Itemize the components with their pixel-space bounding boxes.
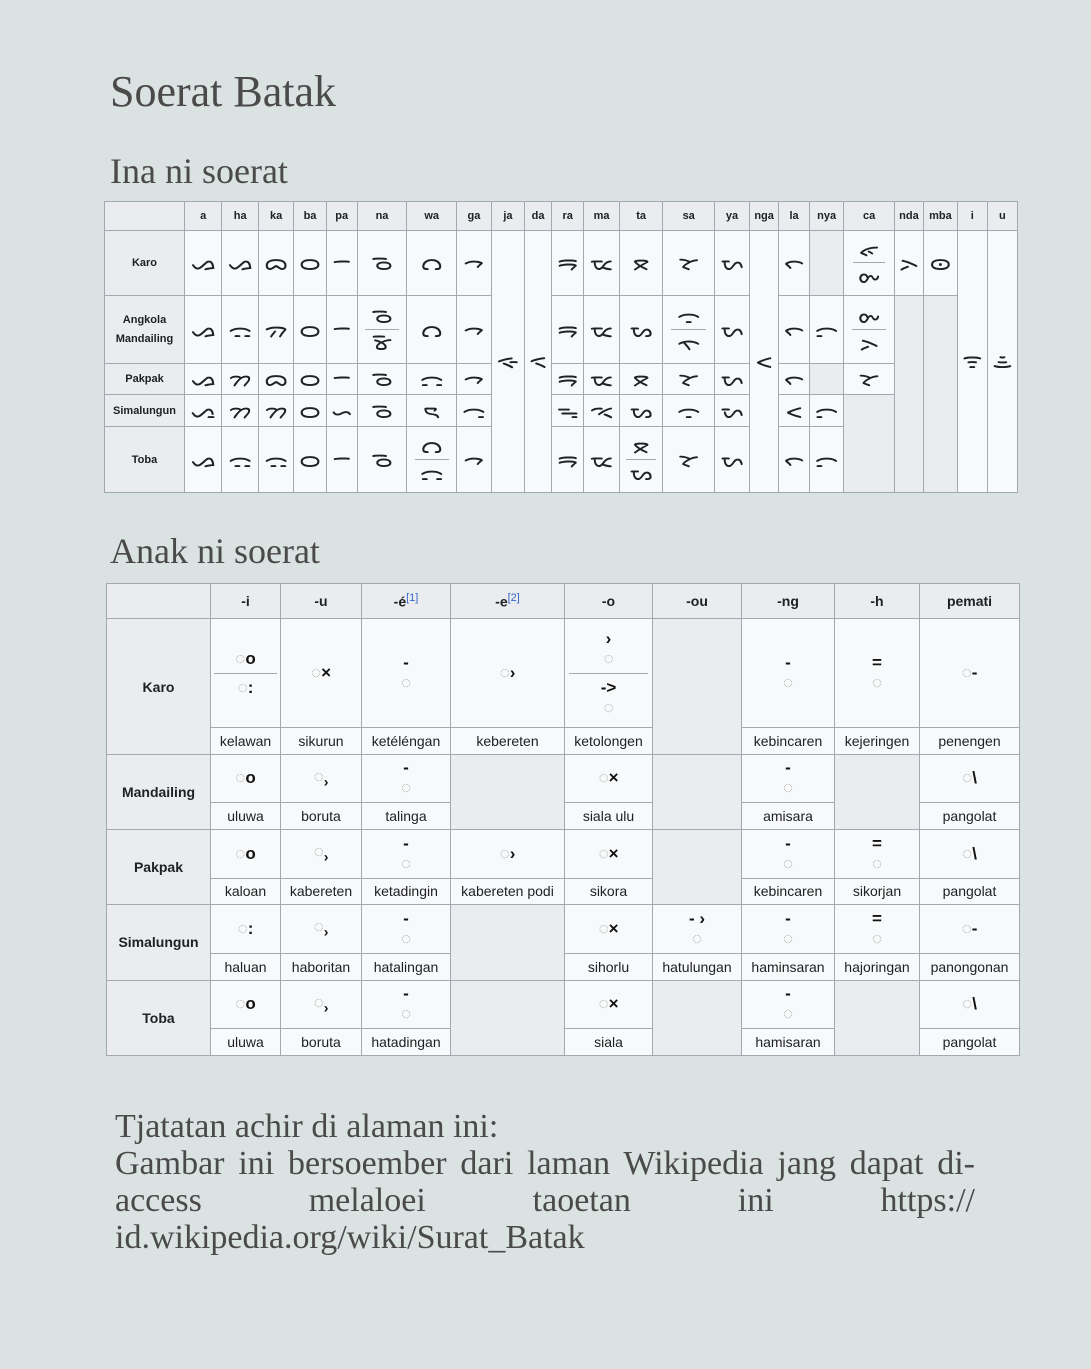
glyph-cell: ◌- xyxy=(920,619,1020,728)
glyph-cell: ᯁ xyxy=(185,394,222,427)
ina-row-simalungun xyxy=(105,394,1018,427)
glyph-cell: ◌› xyxy=(451,829,565,878)
anak-row-label: Pakpak xyxy=(107,829,211,904)
ina-col-ra: ra xyxy=(552,202,584,231)
glyph-cell: ◌› xyxy=(451,619,565,728)
ina-header-corner xyxy=(105,202,185,231)
sign-name: penengen xyxy=(920,728,1020,755)
glyph-cell: = ◌ xyxy=(835,619,920,728)
glyph-cell: ᯎ xyxy=(457,230,492,296)
sign-name: boruta xyxy=(281,1029,362,1056)
glyph-cell: ᯀ xyxy=(222,230,259,296)
anak-row-label: Karo xyxy=(107,619,211,754)
glyph-cell: ᯗ xyxy=(619,296,663,364)
footnote-ref[interactable]: [2] xyxy=(507,592,520,605)
sign-name: uluwa xyxy=(211,1029,281,1056)
ina-ni-soerat-table xyxy=(104,201,1018,493)
empty-cell xyxy=(835,754,920,829)
glyph-cell: - ◌ xyxy=(362,754,451,803)
glyph-cell: ᯓ xyxy=(552,394,584,427)
ina-row-label: Karo xyxy=(105,230,185,296)
glyph-cell: ᯉ xyxy=(357,394,407,427)
ina-row-angkola xyxy=(105,296,1018,364)
ina-col-ba: ba xyxy=(294,202,326,231)
section-heading-anak: Anak ni soerat xyxy=(110,531,320,571)
anak-row-label: Simalungun xyxy=(107,905,211,980)
glyph-cell: ᯂ xyxy=(222,363,259,394)
glyph-cell: ◌× xyxy=(565,754,653,803)
anak-col-h: -h xyxy=(835,584,920,619)
ina-row-pakpak xyxy=(105,363,1018,394)
sign-name: boruta xyxy=(281,803,362,830)
anak-header-row xyxy=(107,584,1020,619)
sign-name: ketadingin xyxy=(362,878,451,905)
anak-col-o: -o xyxy=(565,584,653,619)
sign-name: talinga xyxy=(362,803,451,830)
anak-col-ng: -ng xyxy=(742,584,835,619)
empty-cell xyxy=(653,980,742,1055)
glyph-cell-i: ᯤ xyxy=(957,230,987,492)
glyph-cell: ᯀ xyxy=(185,427,222,493)
sign-name: kejeringen xyxy=(835,728,920,755)
glyph-cell: ᯇ xyxy=(326,427,357,493)
glyph-cell: ◌× xyxy=(565,829,653,878)
ina-col-ga: ga xyxy=(457,202,492,231)
glyph-cell: ᯆ xyxy=(294,230,326,296)
glyph-cell: ᯉ xyxy=(357,230,407,296)
section-heading-ina: Ina ni soerat xyxy=(110,151,288,191)
sign-name: haluan xyxy=(211,954,281,981)
glyph-cell: ᯟ xyxy=(809,394,844,427)
glyph-cell: ᯞ xyxy=(779,296,810,364)
glyph-cell: - ◌ xyxy=(362,980,451,1029)
glyph-cell: ᯂ xyxy=(259,394,294,427)
ina-col-nya: nya xyxy=(809,202,844,231)
ina-row-label: Simalungun xyxy=(105,394,185,427)
page-title: Soerat Batak xyxy=(110,67,337,116)
empty-cell xyxy=(809,230,844,296)
glyph-cell: ᯃ xyxy=(222,427,259,493)
sign-name: siala xyxy=(565,1029,653,1056)
glyph-cell: ᯟ xyxy=(809,296,844,364)
glyph-cell: $◌_›$ xyxy=(281,980,362,1029)
sign-name: sikorjan xyxy=(835,878,920,905)
glyph-cell: - ◌ xyxy=(362,905,451,954)
glyph-cell: - ◌ xyxy=(742,905,835,954)
anak-col-e-acute: -é[1] xyxy=(362,584,451,619)
anak-col-ou: -ou xyxy=(653,584,742,619)
glyph-cell: ᯅ xyxy=(259,230,294,296)
glyph-cell: ᯆ xyxy=(294,427,326,493)
glyph-cell: ᯈ xyxy=(326,394,357,427)
footnote-ref[interactable]: [1] xyxy=(406,592,419,605)
glyph-cell: ᯖ xyxy=(619,363,663,394)
glyph-cell: ᯉ xyxy=(357,427,407,493)
glyph-cell-ketolongen: › ◌ -> ◌ xyxy=(565,619,653,728)
anak-row-mandailing-glyphs xyxy=(107,754,1020,803)
glyph-cell: ᯔ xyxy=(584,363,620,394)
glyph-cell: ᯒ xyxy=(552,427,584,493)
glyph-cell: ᯘ xyxy=(663,427,715,493)
glyph-cell: ◌× xyxy=(281,619,362,728)
ina-col-na: na xyxy=(357,202,407,231)
ina-col-ta: ta xyxy=(619,202,663,231)
glyph-cell: ᯋ xyxy=(407,296,457,364)
glyph-cell: ᯞ xyxy=(779,427,810,493)
glyph-cell: $◌_›$ xyxy=(281,905,362,954)
glyph-cell: ᯒ xyxy=(552,296,584,364)
sign-name: kabereten xyxy=(281,878,362,905)
empty-cell xyxy=(653,754,742,829)
empty-cell xyxy=(809,363,844,394)
glyph-cell: ◌o xyxy=(211,980,281,1029)
anak-col-pemati: pemati xyxy=(920,584,1020,619)
glyph-cell: ᯎ xyxy=(457,427,492,493)
glyph-cell: = ◌ xyxy=(835,905,920,954)
ina-col-ha: ha xyxy=(222,202,259,231)
glyph-cell: ᯛ xyxy=(715,427,750,493)
ina-col-la: la xyxy=(779,202,810,231)
sign-name: sihorlu xyxy=(565,954,653,981)
glyph-cell: ᯎ xyxy=(457,296,492,364)
sign-name: kebincaren xyxy=(742,728,835,755)
glyph-cell: ᯗ xyxy=(619,394,663,427)
ina-col-i: i xyxy=(957,202,987,231)
anak-row-label: Toba xyxy=(107,980,211,1055)
glyph-cell: ᯏ xyxy=(457,394,492,427)
glyph-cell: ᯞ xyxy=(779,230,810,296)
ina-table-wrapper xyxy=(104,201,1018,493)
ina-col-wa: wa xyxy=(407,202,457,231)
glyph-cell: ᯃ xyxy=(222,296,259,364)
anak-col-e: -e[2] xyxy=(451,584,565,619)
glyph-cell: - ◌ xyxy=(742,980,835,1029)
empty-cell xyxy=(924,296,958,493)
ina-row-karo xyxy=(105,230,1018,296)
empty-cell xyxy=(451,980,565,1055)
glyph-cell: ◌× xyxy=(565,905,653,954)
footnote-heading: Tjatatan achir di alaman ini: xyxy=(115,1108,499,1145)
glyph-cell: ᯔ xyxy=(584,296,620,364)
ina-col-ca: ca xyxy=(844,202,894,231)
anak-row-simalungun-glyphs xyxy=(107,905,1020,954)
glyph-cell: $◌_›$ xyxy=(281,754,362,803)
glyph-cell: ᯆ xyxy=(294,363,326,394)
sign-name: pangolat xyxy=(920,803,1020,830)
glyph-cell: ᯜ xyxy=(715,394,750,427)
glyph-cell: ᯇ xyxy=(326,230,357,296)
glyph-cell: ᯅ xyxy=(259,363,294,394)
ina-header-row xyxy=(105,202,1018,231)
sign-name: hatalingan xyxy=(362,954,451,981)
glyph-cell: - ◌ xyxy=(742,619,835,728)
ina-col-sa: sa xyxy=(663,202,715,231)
glyph-cell: ◌\ xyxy=(920,980,1020,1029)
empty-cell xyxy=(894,296,923,493)
ina-col-nga: nga xyxy=(749,202,778,231)
anak-col-i: -i xyxy=(211,584,281,619)
anak-row-karo-glyphs xyxy=(107,619,1020,728)
glyph-cell: ᯟ xyxy=(809,427,844,493)
ina-col-ja: ja xyxy=(491,202,525,231)
ina-row-label: Angkola Mandailing xyxy=(105,296,185,364)
glyph-cell: = ◌ xyxy=(835,829,920,878)
glyph-cell-sa: ᯙ ᯚ xyxy=(663,296,715,364)
ina-row-label: Pakpak xyxy=(105,363,185,394)
ina-col-da: da xyxy=(525,202,552,231)
sign-name: hatulungan xyxy=(653,954,742,981)
glyph-cell: ᯒ xyxy=(552,363,584,394)
glyph-cell: ᯍ xyxy=(407,394,457,427)
sign-name: kebincaren xyxy=(742,878,835,905)
ina-col-nda: nda xyxy=(894,202,923,231)
sign-name: hamisaran xyxy=(742,1029,835,1056)
glyph-cell: ᯇ xyxy=(326,296,357,364)
sign-name: haminsaran xyxy=(742,954,835,981)
glyph-cell: ᯘ xyxy=(663,230,715,296)
ina-col-ya: ya xyxy=(715,202,750,231)
footnote-block xyxy=(115,1108,975,1256)
empty-cell xyxy=(844,394,894,492)
sign-name: haboritan xyxy=(281,954,362,981)
glyph-cell: - › ◌ xyxy=(653,905,742,954)
ina-row-label: Toba xyxy=(105,427,185,493)
sign-name: kelawan xyxy=(211,728,281,755)
sign-name: hajoringan xyxy=(835,954,920,981)
sign-name: uluwa xyxy=(211,803,281,830)
ina-col-a: a xyxy=(185,202,222,231)
sign-name: sikora xyxy=(565,878,653,905)
glyph-cell: ᯀ xyxy=(185,363,222,394)
empty-cell xyxy=(653,619,742,754)
glyph-cell: ᯣ xyxy=(924,230,958,296)
glyph-cell: ◌× xyxy=(565,980,653,1029)
glyph-cell: ᯃ xyxy=(259,427,294,493)
sign-name: panongonan xyxy=(920,954,1020,981)
empty-cell xyxy=(451,754,565,829)
glyph-cell: $◌_›$ xyxy=(281,829,362,878)
glyph-cell: ᯝ xyxy=(779,394,810,427)
glyph-cell-da: ᯑ xyxy=(525,230,552,492)
footnote-body: Gambar ini bersoember dari laman Wikipedia jang dapat di-access melaloei taoetan ini https:// id.wikipedia.org/wiki/Surat_Batak xyxy=(115,1145,975,1256)
glyph-cell: ᯇ xyxy=(326,363,357,394)
sign-name: kaloan xyxy=(211,878,281,905)
glyph-cell: ᯖ xyxy=(619,230,663,296)
glyph-cell: ᯕ xyxy=(584,394,620,427)
anak-row-toba-glyphs xyxy=(107,980,1020,1029)
glyph-cell: ◌o xyxy=(211,754,281,803)
glyph-cell: ᯒ xyxy=(552,230,584,296)
glyph-cell: ᯋ xyxy=(407,230,457,296)
sign-name: ketéléngan xyxy=(362,728,451,755)
glyph-cell: - ◌ xyxy=(742,754,835,803)
glyph-cell: - ◌ xyxy=(362,829,451,878)
glyph-cell-kelawan: ◌o ◌: xyxy=(211,619,281,728)
empty-cell xyxy=(653,829,742,904)
empty-cell xyxy=(451,905,565,980)
glyph-cell: ᯘ xyxy=(844,363,894,394)
sign-name: amisara xyxy=(742,803,835,830)
glyph-cell: ᯌ xyxy=(407,363,457,394)
sign-name: sikurun xyxy=(281,728,362,755)
glyph-cell: ◌o xyxy=(211,829,281,878)
glyph-cell-wa: ᯋ ᯌ xyxy=(407,427,457,493)
glyph-cell-na: ᯉ ᯊ xyxy=(357,296,407,364)
ina-col-pa: pa xyxy=(326,202,357,231)
anak-ni-soerat-table xyxy=(106,583,1020,1056)
glyph-cell: ᯉ xyxy=(357,363,407,394)
ina-col-u: u xyxy=(987,202,1017,231)
sign-name: kabereten podi xyxy=(451,878,565,905)
glyph-cell: - ◌ xyxy=(362,619,451,728)
glyph-cell-ca: ᯡ ᯢ xyxy=(844,296,894,364)
anak-row-label: Mandailing xyxy=(107,754,211,829)
anak-col-u: -u xyxy=(281,584,362,619)
glyph-cell: ᯘ xyxy=(663,363,715,394)
glyph-cell: ◌\ xyxy=(920,754,1020,803)
glyph-cell: ᯔ xyxy=(584,427,620,493)
glyph-cell: ᯆ xyxy=(294,296,326,364)
glyph-cell: ᯛ xyxy=(715,363,750,394)
glyph-cell: - ◌ xyxy=(742,829,835,878)
anak-row-pakpak-glyphs xyxy=(107,829,1020,878)
glyph-cell-ta: ᯖ ᯗ xyxy=(619,427,663,493)
glyph-cell-ja: ᯐ xyxy=(491,230,525,492)
glyph-cell: ᯢ xyxy=(894,230,923,296)
glyph-cell: ᯙ xyxy=(663,394,715,427)
ina-col-ka: ka xyxy=(259,202,294,231)
glyph-cell: ᯀ xyxy=(185,296,222,364)
glyph-cell-u: ᯥ xyxy=(987,230,1017,492)
glyph-cell: ᯛ xyxy=(715,230,750,296)
ina-col-ma: ma xyxy=(584,202,620,231)
sign-name: pangolat xyxy=(920,1029,1020,1056)
glyph-cell: ᯎ xyxy=(457,363,492,394)
sign-name: hatadingan xyxy=(362,1029,451,1056)
sign-name: siala ulu xyxy=(565,803,653,830)
empty-cell xyxy=(835,980,920,1055)
anak-header-corner xyxy=(107,584,211,619)
glyph-cell: ᯂ xyxy=(222,394,259,427)
glyph-cell: ᯔ xyxy=(584,230,620,296)
anak-table-wrapper xyxy=(106,583,1020,1056)
glyph-cell: ᯛ xyxy=(715,296,750,364)
glyph-cell-ca: ᯠ ᯡ xyxy=(844,230,894,296)
glyph-cell: ᯄ xyxy=(259,296,294,364)
glyph-cell-nga: ᯝ xyxy=(749,230,778,492)
anak-row-pakpak-labels xyxy=(107,878,1020,905)
glyph-cell: ◌- xyxy=(920,905,1020,954)
glyph-cell: ◌\ xyxy=(920,829,1020,878)
sign-name: pangolat xyxy=(920,878,1020,905)
anak-row-karo-labels xyxy=(107,728,1020,755)
sign-name: kebereten xyxy=(451,728,565,755)
glyph-cell: ᯆ xyxy=(294,394,326,427)
sign-name: ketolongen xyxy=(565,728,653,755)
glyph-cell: ᯀ xyxy=(185,230,222,296)
glyph-cell: ◌: xyxy=(211,905,281,954)
ina-col-mba: mba xyxy=(924,202,958,231)
glyph-cell: ᯞ xyxy=(779,363,810,394)
